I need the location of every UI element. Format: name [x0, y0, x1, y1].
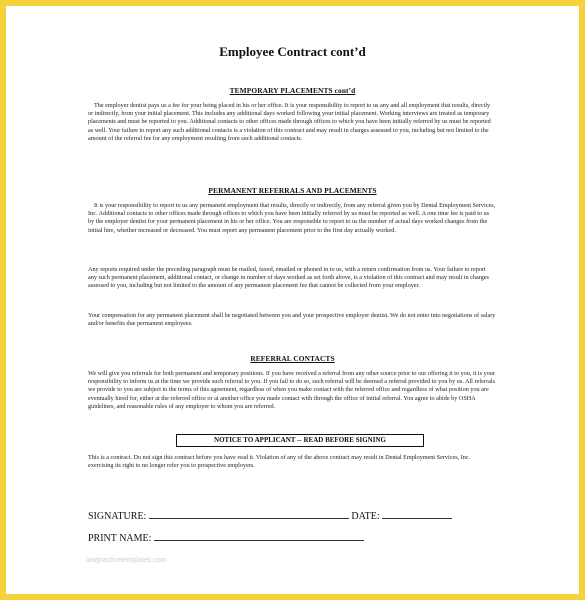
- paragraph-referral: We will give you referrals for both permanent and temporary positions. If you have received a referral from any other source prior to our offering it to you, it is your responsibility to inform us at the time we provide such referral to you. If you fail to do so, such referral will be deemed a referral provided to you by us. All referrals we provide to you are subject to the terms of this agreement, regardless of when you make contact with the referred office and regardless of what position you are eventually hired for, either at the referred office or at another office you made contact with through the office of initial referral. You agree to abide by OSHA guidelines, and reasonable rules of any employer to whom you are referred.: [88, 370, 496, 410]
- document-page: [6, 6, 579, 594]
- date-field[interactable]: [382, 518, 452, 519]
- signature-label: SIGNATURE:: [88, 511, 147, 522]
- section-heading-referral: REFERRAL CONTACTS: [250, 354, 335, 363]
- print-name-row: [88, 533, 364, 544]
- paragraph-permanent-3: Your compensation for any permanent placement shall be negotiated between you and your prospective employer dentist. We do not enter into negotiations of salary and/or benefits due permanent employees.: [88, 312, 496, 328]
- signature-row: [88, 511, 452, 522]
- watermark: lawpracticetemplates.com: [86, 557, 167, 564]
- paragraph-temporary: The employer dentist pays us a fee for your being placed in his or her office. It is your responsibility to report to us any and all employment that results, directly or indirectly, from your initial placement. This includes any additional days worked following your initial placement. Working interviews are treated as temporary placements and must be reported to you. Additional contacts to other offices made through offices to which you have been initially referred by us must be reported as well. Your failure to report any such additional contacts is a violation of this contract and may result in charges assessed to you, including but not limited to the amount of the referral fee for any employment resulting from such additional contacts.: [88, 102, 491, 142]
- print-name-field[interactable]: [154, 540, 364, 541]
- paragraph-permanent-1: It is your responsibility to report to us any permanent employment that results, directly or indirectly, from any referral given you by Dental Employment Services, Inc. Additional contacts to other offices made through offices to which you have been initially referred by us must be reported as well. A one time fee is paid to us by the employer dentist for your permanent placement in his or her office. You are responsible to report to us the number of actual days worked changes from the initial hire, whether increased or decreased. You must report any permanent placement prior to the first day actually worked.: [88, 202, 496, 234]
- document-title: Employee Contract cont’d: [219, 44, 366, 59]
- paragraph-permanent-2: Any reports required under the preceding paragraph must be mailed, faxed, emailed or phoned in to us, with a return confirmation from us. Your failure to report any such permanent placement, additional contact, or change in number of days worked as set forth above, is a violation of this contract and may result in charges assessed to you, including but not limited to the amount of any permanent placement fee that cannot be collected from your employer.: [88, 266, 489, 290]
- notice-box: NOTICE TO APPLICANT -- READ BEFORE SIGNING: [176, 434, 424, 447]
- date-label: DATE:: [351, 511, 380, 522]
- signature-field[interactable]: [149, 518, 349, 519]
- section-heading-permanent: PERMANENT REFERRALS AND PLACEMENTS: [208, 186, 377, 195]
- section-heading-temporary: TEMPORARY PLACEMENTS cont’d: [229, 86, 356, 95]
- print-name-label: PRINT NAME:: [88, 533, 152, 544]
- notice-text: This is a contract. Do not sign this contract before you have read it. Violation of any of the above contract may result in Dental Employment Services, Inc. exercising its right to no longer refer you to prospective employers.: [88, 454, 471, 470]
